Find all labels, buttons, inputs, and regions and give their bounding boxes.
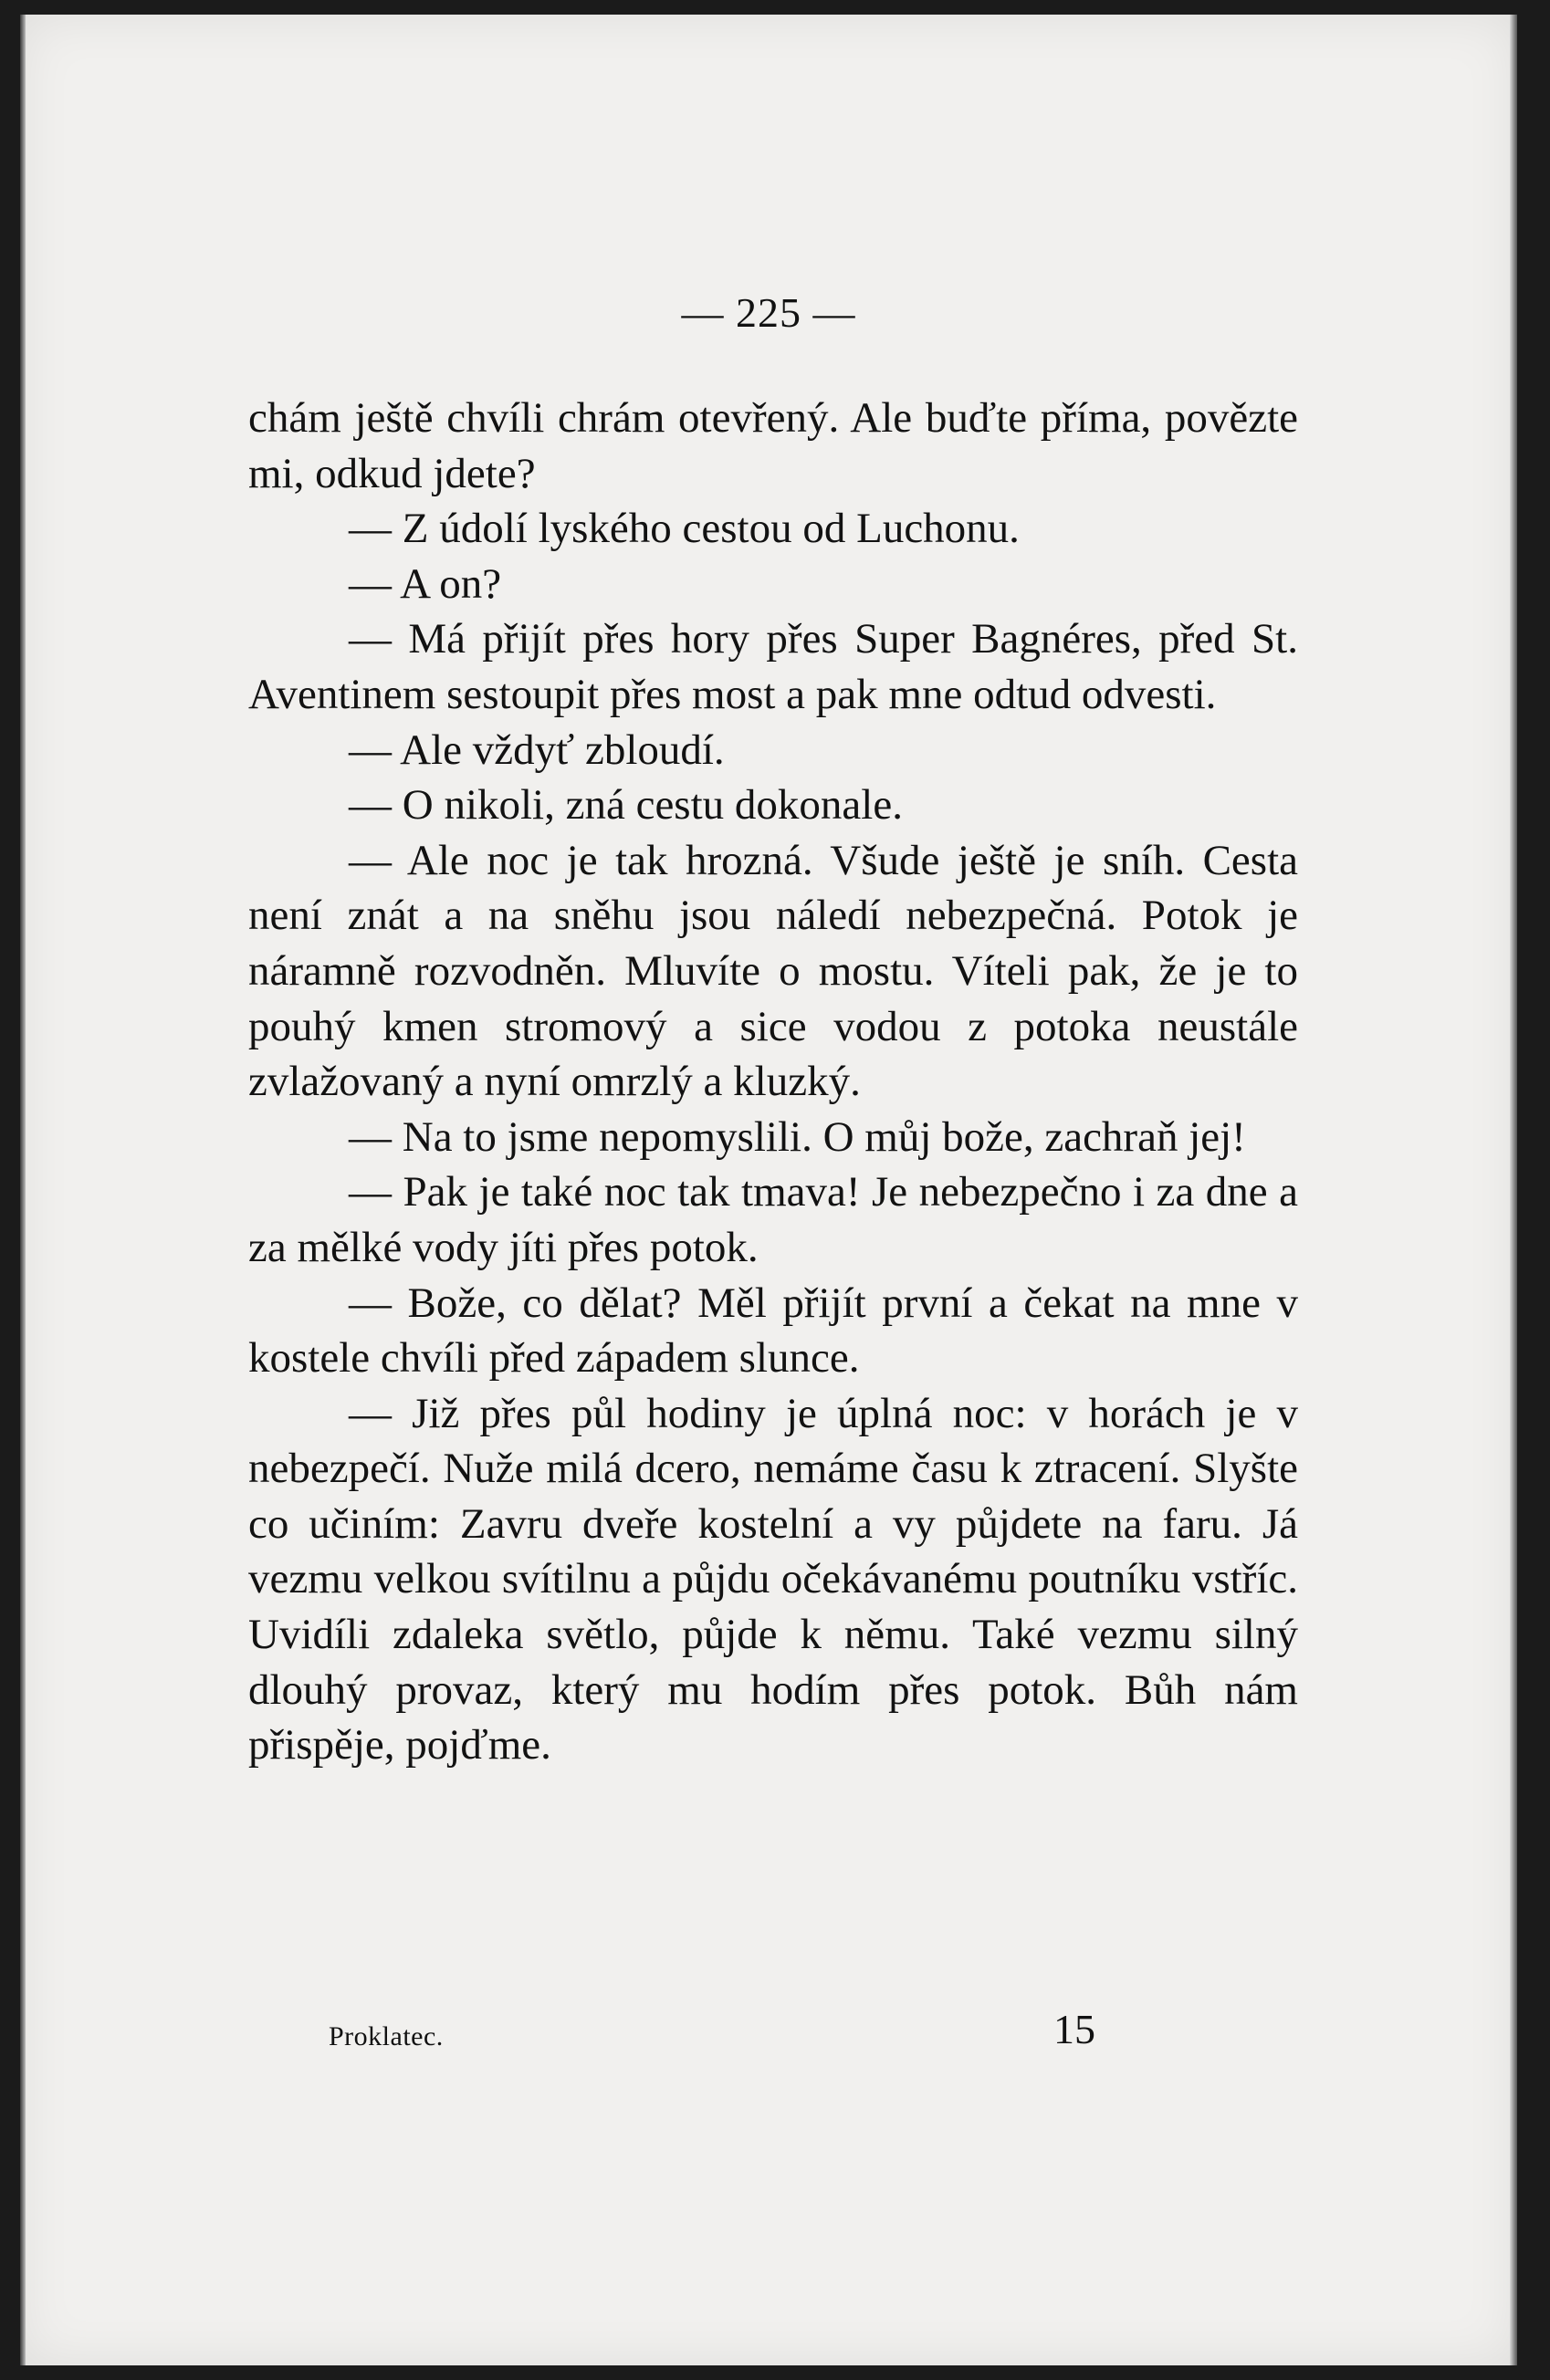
paragraph: — Pak je také noc tak tmava! Je nebezpečno i za dne a za mělké vody jíti přes potok. (248, 1168, 1298, 1271)
paragraph: — Ale noc je tak hrozná. Všude ještě je sníh. Cesta není znát a na sněhu jsou náledí nebezpečná. Potok je náramně rozvodněn. Mluvíte o mostu. Víteli pak, že je to pouhý kmen stromový a sice vodou z potoka neustále zvlažovaný a nyní omrzlý a kluzký. (248, 836, 1298, 1106)
book-page (20, 15, 1517, 2365)
paragraph: — O nikoli, zná cestu dokonale. (349, 781, 903, 830)
paragraph: — A on? (349, 559, 502, 608)
paragraph: — Ale vždyť zbloudí. (349, 725, 725, 774)
paragraph: — Na to jsme nepomyslili. O můj bože, zachraň jej! (349, 1112, 1246, 1161)
paragraph: — Bože, co dělat? Měl přijít první a čekat na mne v kostele chvíli před západem slunce. (248, 1279, 1298, 1383)
sheet-number: 15 (1053, 2006, 1095, 2052)
paragraph: — Z údolí lyského cestou od Luchonu. (349, 505, 1020, 553)
scan-edge-right (1510, 15, 1517, 2365)
page-text (248, 391, 1298, 1773)
page-number: — 225 — (681, 289, 856, 336)
signature-mark: Proklatec. (329, 2021, 444, 2051)
paragraph: — Má přijít přes hory přes Super Bagnéres, před St. Aventinem sestoupit přes most a pak mne odtud odvesti. (248, 615, 1298, 718)
paragraph: — Již přes půl hodiny je úplná noc: v horách je v nebezpečí. Nuže milá dcero, nemáme času k ztracení. Slyšte co učiním: Zavru dveře kostelní a vy půjdete na faru. Já vezmu velkou svítilnu a půjdu očekávanému poutníku vstříc. Uvidíli zdaleka světlo, půjde k němu. Také vezmu silný dlouhý provaz, který mu hodím přes potok. Bůh nám přispěje, pojďme. (248, 1389, 1298, 1769)
scan-edge-left (20, 15, 26, 2365)
paragraph: chám ještě chvíli chrám otevřený. Ale buďte příma, povězte mi, odkud jdete? (248, 394, 1298, 497)
